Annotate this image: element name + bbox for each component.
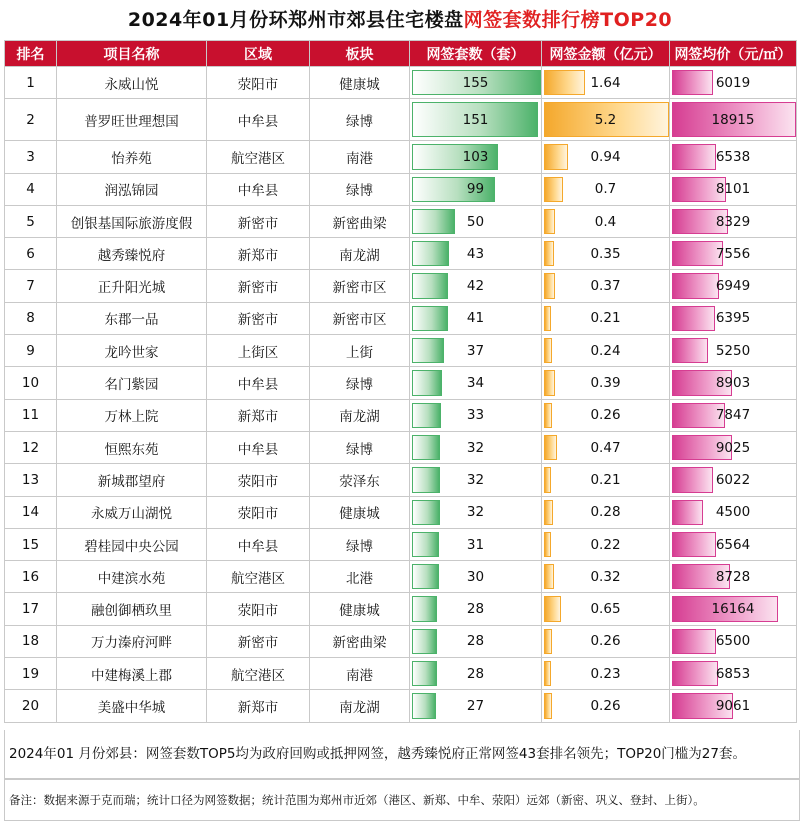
amount-bar-value: 0.23 [590, 665, 621, 682]
units-bar-value: 43 [466, 245, 485, 262]
price-bar-cell [670, 561, 797, 593]
table-row [5, 99, 797, 141]
units-bar-cell [410, 67, 542, 99]
units-bar-value: 28 [466, 633, 485, 650]
table-row [5, 302, 797, 334]
block-cell: 南龙湖 [310, 690, 410, 722]
units-bar-value: 34 [466, 375, 485, 392]
price-bar-cell [670, 496, 797, 528]
project-name-cell: 美盛中华城 [57, 690, 207, 722]
price-bar-value: 6949 [715, 278, 751, 295]
units-bar-cell [410, 173, 542, 205]
price-bar-value: 6853 [715, 665, 751, 682]
units-bar-value: 28 [466, 601, 485, 618]
rank-cell: 11 [5, 399, 57, 431]
units-bar-value: 31 [466, 536, 485, 553]
amount-bar-value: 0.7 [594, 181, 617, 198]
price-bar [672, 661, 718, 686]
amount-bar-cell [542, 335, 670, 367]
rank-cell: 10 [5, 367, 57, 399]
project-name-cell: 融创御栖玖里 [57, 593, 207, 625]
header-rank: 排名 [5, 41, 57, 67]
amount-bar-cell [542, 399, 670, 431]
table-row [5, 335, 797, 367]
units-bar [412, 661, 437, 686]
price-bar-cell [670, 205, 797, 237]
units-bar-cell [410, 238, 542, 270]
table-row [5, 367, 797, 399]
table-row [5, 690, 797, 722]
page-title [0, 0, 800, 40]
ranking-table [4, 40, 797, 723]
table-row [5, 173, 797, 205]
price-bar-cell [670, 173, 797, 205]
price-bar-value: 8101 [715, 181, 751, 198]
block-cell: 荥泽东 [310, 464, 410, 496]
rank-cell: 14 [5, 496, 57, 528]
amount-bar-cell [542, 690, 670, 722]
units-bar-value: 99 [466, 181, 485, 198]
block-cell: 健康城 [310, 593, 410, 625]
project-name-cell: 怡养苑 [57, 141, 207, 173]
units-bar-value: 32 [466, 471, 485, 488]
amount-bar [544, 564, 554, 589]
amount-bar-cell [542, 270, 670, 302]
units-bar-cell [410, 464, 542, 496]
units-bar-value: 37 [466, 342, 485, 359]
area-cell: 荥阳市 [207, 496, 310, 528]
rank-cell: 16 [5, 561, 57, 593]
amount-bar [544, 241, 554, 266]
units-bar-cell [410, 141, 542, 173]
amount-bar-value: 0.39 [590, 375, 621, 392]
amount-bar-value: 0.21 [590, 471, 621, 488]
block-cell: 北港 [310, 561, 410, 593]
table-row [5, 658, 797, 690]
amount-bar [544, 435, 557, 460]
price-bar-value: 6395 [715, 310, 751, 327]
price-bar-cell [670, 690, 797, 722]
rank-cell: 2 [5, 99, 57, 141]
units-bar [412, 435, 440, 460]
amount-bar-cell [542, 658, 670, 690]
units-bar-value: 42 [466, 278, 485, 295]
rank-cell: 19 [5, 658, 57, 690]
units-bar [412, 467, 440, 492]
project-name-cell: 名门紫园 [57, 367, 207, 399]
amount-bar [544, 338, 552, 363]
project-name-cell: 创银基国际旅游度假 [57, 205, 207, 237]
amount-bar-cell [542, 625, 670, 657]
price-bar [672, 338, 708, 363]
units-bar-value: 32 [466, 504, 485, 521]
price-bar-cell [670, 399, 797, 431]
price-bar [672, 467, 713, 492]
rank-cell: 18 [5, 625, 57, 657]
units-bar [412, 403, 441, 428]
units-bar-cell [410, 431, 542, 463]
amount-bar-cell [542, 528, 670, 560]
rank-cell: 12 [5, 431, 57, 463]
table-row [5, 496, 797, 528]
table-row [5, 625, 797, 657]
price-bar-value: 6019 [715, 74, 751, 91]
amount-bar-value: 0.94 [590, 148, 621, 165]
units-bar-value: 151 [462, 111, 489, 128]
units-bar [412, 500, 440, 525]
rank-cell: 8 [5, 302, 57, 334]
units-bar-value: 30 [466, 568, 485, 585]
amount-bar-value: 0.32 [590, 568, 621, 585]
price-bar [672, 629, 716, 654]
header-units: 网签套数（套） [410, 41, 542, 67]
units-bar-cell [410, 658, 542, 690]
rank-cell: 6 [5, 238, 57, 270]
amount-bar-cell [542, 496, 670, 528]
amount-bar [544, 403, 552, 428]
block-cell: 绿博 [310, 367, 410, 399]
header-area: 区域 [207, 41, 310, 67]
price-bar-value: 18915 [711, 111, 755, 128]
amount-bar [544, 209, 555, 234]
block-cell: 南港 [310, 141, 410, 173]
units-bar [412, 338, 444, 363]
table-row [5, 67, 797, 99]
rank-cell: 13 [5, 464, 57, 496]
units-bar [412, 241, 449, 266]
amount-bar-value: 0.65 [590, 601, 621, 618]
area-cell: 新密市 [207, 205, 310, 237]
area-cell: 航空港区 [207, 561, 310, 593]
units-bar-value: 33 [466, 407, 485, 424]
block-cell: 绿博 [310, 99, 410, 141]
area-cell: 新密市 [207, 270, 310, 302]
amount-bar-value: 0.26 [590, 633, 621, 650]
price-bar [672, 70, 713, 95]
block-cell: 健康城 [310, 67, 410, 99]
amount-bar-cell [542, 99, 670, 141]
units-bar-cell [410, 496, 542, 528]
price-bar-cell [670, 593, 797, 625]
rank-cell: 20 [5, 690, 57, 722]
units-bar-cell [410, 593, 542, 625]
block-cell: 绿博 [310, 528, 410, 560]
price-bar-cell [670, 335, 797, 367]
price-bar-value: 6022 [715, 471, 751, 488]
units-bar [412, 629, 437, 654]
area-cell: 荥阳市 [207, 464, 310, 496]
block-cell: 健康城 [310, 496, 410, 528]
units-bar-cell [410, 561, 542, 593]
rank-cell: 5 [5, 205, 57, 237]
area-cell: 上街区 [207, 335, 310, 367]
units-bar-cell [410, 399, 542, 431]
amount-bar-value: 0.47 [590, 439, 621, 456]
amount-bar-value: 5.2 [594, 111, 617, 128]
area-cell: 中牟县 [207, 528, 310, 560]
units-bar-value: 155 [462, 74, 489, 91]
area-cell: 航空港区 [207, 658, 310, 690]
units-bar-value: 32 [466, 439, 485, 456]
units-bar [412, 564, 439, 589]
price-bar [672, 273, 719, 298]
amount-bar-value: 0.26 [590, 697, 621, 714]
rank-cell: 9 [5, 335, 57, 367]
amount-bar-cell [542, 561, 670, 593]
project-name-cell: 润泓锦园 [57, 173, 207, 205]
price-bar [672, 144, 716, 169]
units-bar-cell [410, 625, 542, 657]
amount-bar-cell [542, 205, 670, 237]
price-bar-value: 5250 [715, 342, 751, 359]
price-bar-value: 4500 [715, 504, 751, 521]
amount-bar [544, 596, 561, 621]
units-bar-cell [410, 335, 542, 367]
units-bar [412, 209, 455, 234]
project-name-cell: 万力溱府河畔 [57, 625, 207, 657]
amount-bar [544, 177, 563, 202]
units-bar-cell [410, 99, 542, 141]
units-bar [412, 596, 437, 621]
units-bar [412, 693, 436, 718]
header-amount: 网签金额（亿元） [542, 41, 670, 67]
project-name-cell: 正升阳光城 [57, 270, 207, 302]
price-bar-cell [670, 625, 797, 657]
units-bar-value: 27 [466, 697, 485, 714]
table-row [5, 270, 797, 302]
block-cell: 新密曲梁 [310, 625, 410, 657]
units-bar [412, 273, 448, 298]
price-bar-cell [670, 431, 797, 463]
amount-bar [544, 500, 553, 525]
amount-bar [544, 629, 552, 654]
project-name-cell: 普罗旺世理想国 [57, 99, 207, 141]
price-bar-cell [670, 528, 797, 560]
area-cell: 新郑市 [207, 399, 310, 431]
amount-bar [544, 70, 585, 95]
price-bar-cell [670, 67, 797, 99]
table-row [5, 561, 797, 593]
price-bar-value: 9025 [715, 439, 751, 456]
table-row [5, 528, 797, 560]
price-bar-value: 6564 [715, 536, 751, 553]
project-name-cell: 碧桂园中央公园 [57, 528, 207, 560]
price-bar-cell [670, 464, 797, 496]
amount-bar [544, 661, 551, 686]
price-bar [672, 306, 715, 331]
project-name-cell: 越秀臻悦府 [57, 238, 207, 270]
amount-bar-cell [542, 141, 670, 173]
amount-bar-cell [542, 67, 670, 99]
units-bar-cell [410, 367, 542, 399]
block-cell: 南港 [310, 658, 410, 690]
area-cell: 荥阳市 [207, 67, 310, 99]
units-bar [412, 370, 442, 395]
amount-bar-value: 0.21 [590, 310, 621, 327]
amount-bar [544, 144, 568, 169]
price-bar-cell [670, 367, 797, 399]
project-name-cell: 新城郡望府 [57, 464, 207, 496]
rank-cell: 4 [5, 173, 57, 205]
amount-bar-value: 0.22 [590, 536, 621, 553]
table-header-row [5, 41, 797, 67]
units-bar-cell [410, 528, 542, 560]
amount-bar-value: 0.24 [590, 342, 621, 359]
block-cell: 上街 [310, 335, 410, 367]
price-bar-value: 9061 [715, 697, 751, 714]
price-bar-value: 8903 [715, 375, 751, 392]
price-bar-value: 6500 [715, 633, 751, 650]
price-bar-value: 8728 [715, 568, 751, 585]
block-cell: 南龙湖 [310, 238, 410, 270]
amount-bar [544, 467, 551, 492]
amount-bar-value: 1.64 [590, 74, 621, 91]
amount-bar-cell [542, 593, 670, 625]
rank-cell: 7 [5, 270, 57, 302]
table-row [5, 593, 797, 625]
units-bar-value: 28 [466, 665, 485, 682]
amount-bar-value: 0.37 [590, 278, 621, 295]
amount-bar [544, 693, 552, 718]
summary-text: 2024年01 月份郊县：网签套数TOP5均为政府回购或抵押网签，越秀臻悦府正常网签43套排名领先；TOP20门槛为27套。 [4, 730, 800, 779]
amount-bar [544, 370, 555, 395]
block-cell: 新密曲梁 [310, 205, 410, 237]
block-cell: 新密市区 [310, 302, 410, 334]
table-row [5, 464, 797, 496]
price-bar-value: 8329 [715, 213, 751, 230]
rank-cell: 17 [5, 593, 57, 625]
table-row [5, 431, 797, 463]
project-name-cell: 永威山悦 [57, 67, 207, 99]
project-name-cell: 中建滨水苑 [57, 561, 207, 593]
amount-bar [544, 532, 551, 557]
table-row [5, 141, 797, 173]
price-bar [672, 500, 703, 525]
area-cell: 新密市 [207, 302, 310, 334]
area-cell: 中牟县 [207, 173, 310, 205]
price-bar-cell [670, 270, 797, 302]
project-name-cell: 东郡一品 [57, 302, 207, 334]
amount-bar-value: 0.4 [594, 213, 617, 230]
area-cell: 中牟县 [207, 367, 310, 399]
price-bar-value: 7556 [715, 245, 751, 262]
amount-bar-cell [542, 173, 670, 205]
price-bar-value: 6538 [715, 148, 751, 165]
footnote: 备注：数据来源于克而瑞；统计口径为网签数据；统计范围为郑州市近郊（港区、新郑、中牟、荥阳）远郊（新密、巩义、登封、上街）。 [4, 779, 800, 821]
area-cell: 中牟县 [207, 431, 310, 463]
header-price: 网签均价（元/㎡） [670, 41, 797, 67]
price-bar-value: 7847 [715, 407, 751, 424]
amount-bar-cell [542, 302, 670, 334]
area-cell: 航空港区 [207, 141, 310, 173]
project-name-cell: 恒熙东苑 [57, 431, 207, 463]
block-cell: 绿博 [310, 173, 410, 205]
block-cell: 绿博 [310, 431, 410, 463]
project-name-cell: 龙吟世家 [57, 335, 207, 367]
title-highlight: 网签套数排行榜TOP20 [463, 9, 673, 31]
amount-bar-value: 0.28 [590, 504, 621, 521]
amount-bar-value: 0.35 [590, 245, 621, 262]
block-cell: 新密市区 [310, 270, 410, 302]
price-bar-cell [670, 658, 797, 690]
table-row [5, 205, 797, 237]
table-row [5, 238, 797, 270]
block-cell: 南龙湖 [310, 399, 410, 431]
area-cell: 中牟县 [207, 99, 310, 141]
units-bar-cell [410, 205, 542, 237]
amount-bar-cell [542, 238, 670, 270]
price-bar-cell [670, 99, 797, 141]
area-cell: 新郑市 [207, 690, 310, 722]
price-bar-cell [670, 238, 797, 270]
units-bar-cell [410, 302, 542, 334]
price-bar-value: 16164 [711, 601, 755, 618]
units-bar [412, 532, 439, 557]
table-body [5, 67, 797, 723]
price-bar [672, 532, 716, 557]
amount-bar [544, 306, 551, 331]
price-bar-cell [670, 141, 797, 173]
amount-bar [544, 273, 555, 298]
project-name-cell: 永威万山湖悦 [57, 496, 207, 528]
units-bar-value: 103 [462, 148, 489, 165]
area-cell: 新密市 [207, 625, 310, 657]
amount-bar-cell [542, 464, 670, 496]
price-bar-cell [670, 302, 797, 334]
units-bar-cell [410, 270, 542, 302]
project-name-cell: 中建梅溪上郡 [57, 658, 207, 690]
amount-bar-cell [542, 367, 670, 399]
units-bar-cell [410, 690, 542, 722]
header-block: 板块 [310, 41, 410, 67]
rank-cell: 3 [5, 141, 57, 173]
amount-bar-value: 0.26 [590, 407, 621, 424]
area-cell: 荥阳市 [207, 593, 310, 625]
project-name-cell: 万林上院 [57, 399, 207, 431]
amount-bar-cell [542, 431, 670, 463]
units-bar-value: 50 [466, 213, 485, 230]
units-bar-value: 41 [466, 310, 485, 327]
header-project-name: 项目名称 [57, 41, 207, 67]
rank-cell: 1 [5, 67, 57, 99]
area-cell: 新郑市 [207, 238, 310, 270]
table-row [5, 399, 797, 431]
rank-cell: 15 [5, 528, 57, 560]
title-main: 2024年01月份环郑州市郊县住宅楼盘 [127, 9, 464, 31]
units-bar [412, 306, 448, 331]
